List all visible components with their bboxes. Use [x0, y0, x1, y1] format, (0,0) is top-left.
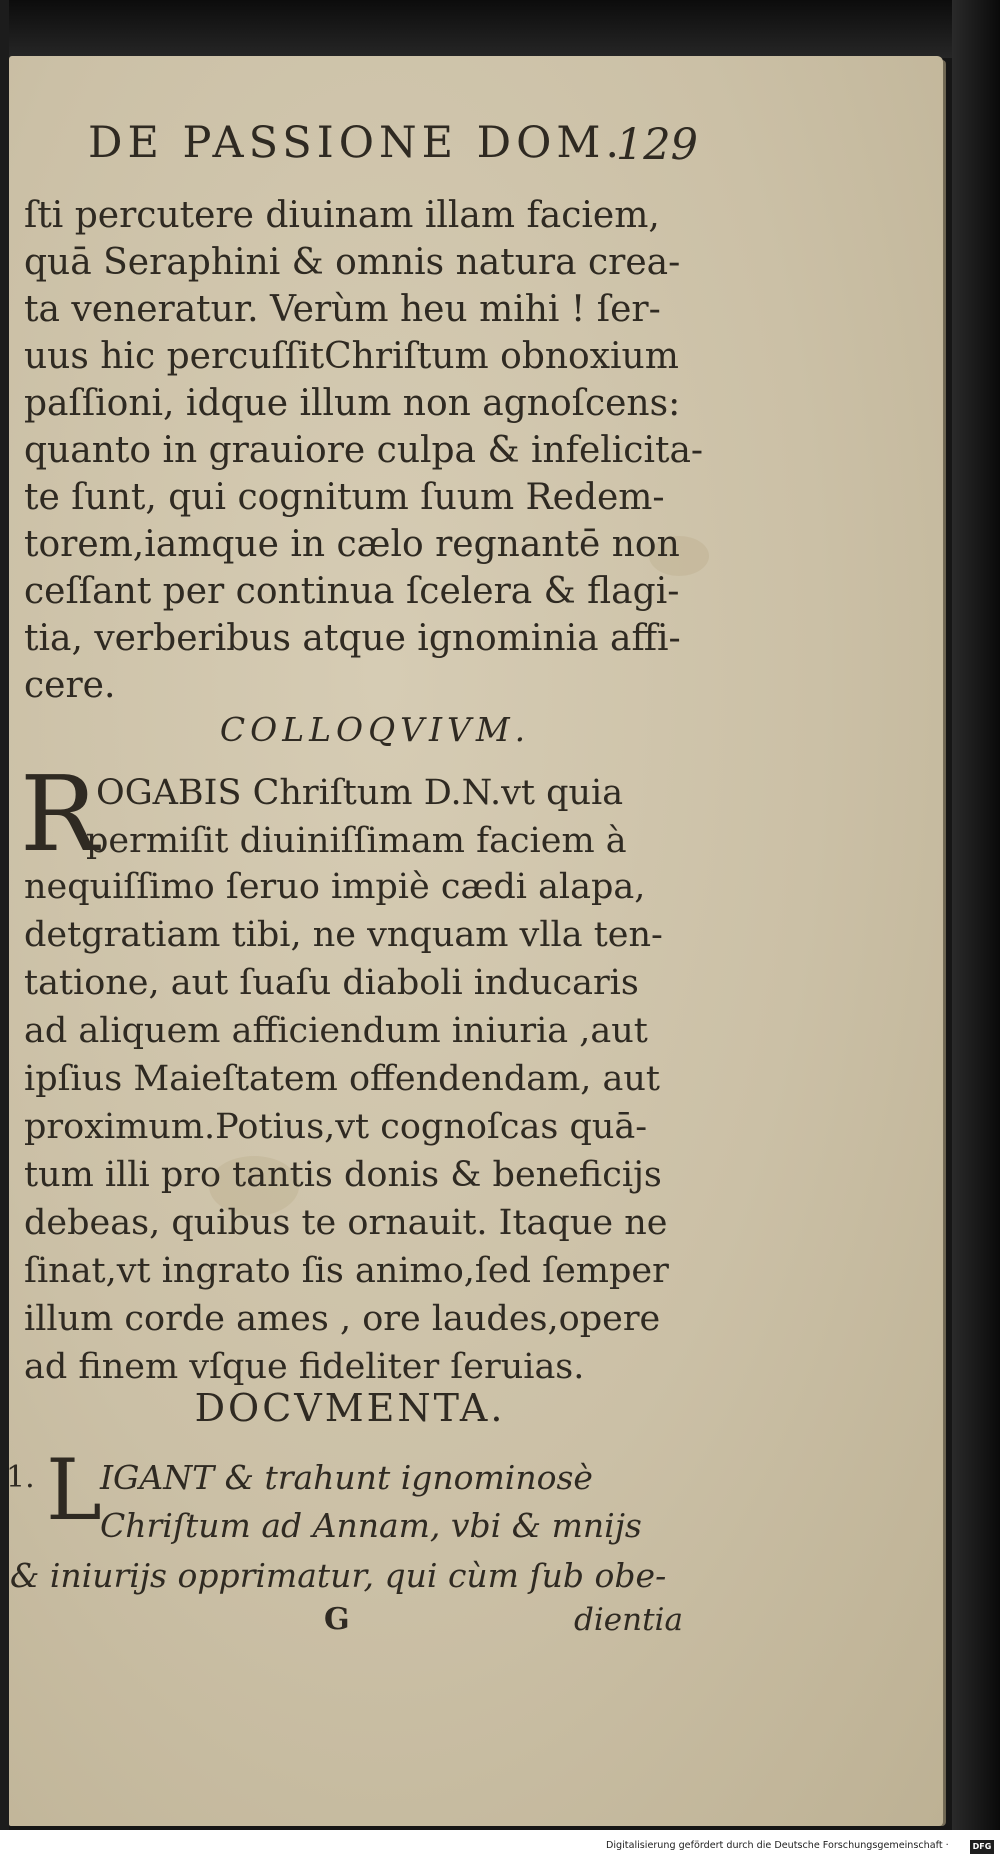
dfg-logo: DFG [970, 1840, 994, 1854]
signature-mark: G [324, 1602, 350, 1637]
text-line: uus hic percuſſitChriſtum obnoxium [24, 336, 679, 377]
drop-cap: R [20, 753, 99, 875]
text-line: permiſit diuiniſſimam faciem à [86, 821, 627, 861]
text-line: illum corde ames , ore laudes,opere [24, 1299, 661, 1339]
catchword: dientia [574, 1602, 683, 1638]
text-line: ſti percutere diuinam illam faciem, [24, 195, 660, 236]
text-line: paſſioni, idque illum non agnoſcens: [24, 383, 681, 424]
item-number: 1. [6, 1460, 35, 1495]
text-line: Chriſtum ad Annam, vbi & mnijs [100, 1506, 642, 1545]
text-line: cere. [24, 665, 116, 706]
text-line: IGANT & trahunt ignominosè [100, 1458, 593, 1497]
text-line: ad finem vſque fideliter ſeruias. [24, 1347, 585, 1387]
digitization-credit: Digitalisierung gefördert durch die Deutsche Forschungsgemeinschaft · [606, 1840, 949, 1851]
drop-cap: L [46, 1441, 102, 1539]
scan-background-left [0, 0, 9, 1861]
text-line: & iniurijs opprimatur, qui cùm ſub obe- [10, 1556, 667, 1595]
text-line: OGABIS Chriſtum D.N.vt quia [96, 773, 624, 813]
text-line: proximum.Potius,vt cognoſcas quā- [24, 1107, 648, 1147]
scan-background-right [952, 0, 1000, 1861]
text-line: ſinat,vt ingrato ſis animo,ſed ſemper [24, 1251, 669, 1291]
text-line: ipſius Maieſtatem offendendam, aut [24, 1059, 660, 1099]
text-line: tia, verberibus atque ignominia affi- [24, 618, 681, 659]
scan-background-top [0, 0, 1000, 58]
running-head-title: DE PASSIONE DOM. [88, 118, 625, 168]
section-heading-documenta: DOCVMENTA. [194, 1386, 506, 1430]
text-line: torem,iamque in cælo regnantē non [24, 524, 680, 565]
page-number: 129 [615, 120, 698, 170]
text-line: detgratiam tibi, ne vnquam vlla ten- [24, 915, 663, 955]
section-heading-colloquium: COLLOQVIVM. [219, 710, 531, 749]
text-line: nequiſſimo ſeruo impiè cædi alapa, [24, 867, 646, 907]
text-line: ta veneratur. Verùm heu mihi ! ſer- [24, 289, 661, 330]
text-line: ad aliquem afficiendum iniuria ,aut [24, 1011, 648, 1051]
text-line: quanto in grauiore culpa & infelicita- [24, 430, 704, 471]
running-head [88, 118, 698, 178]
text-line: tum illi pro tantis donis & beneficijs [24, 1155, 662, 1195]
text-line: debeas, quibus te ornauit. Itaque ne [24, 1203, 668, 1243]
text-line: tatione, aut ſuaſu diaboli inducaris [24, 963, 639, 1003]
text-line: te ſunt, qui cognitum ſuum Redem- [24, 477, 665, 518]
text-line: quā Seraphini & omnis natura crea- [24, 242, 681, 283]
text-line: ceſſant per continua ſcelera & flagi- [24, 571, 680, 612]
